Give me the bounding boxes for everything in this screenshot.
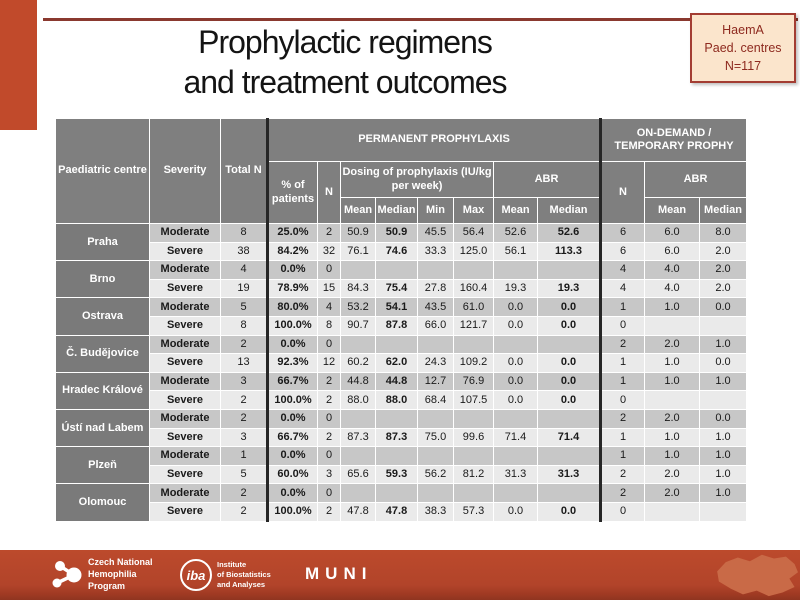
iba-logo: [180, 559, 271, 591]
dose-median-cell: 59.3: [376, 465, 418, 484]
od-n-cell: 2: [601, 335, 645, 354]
total-n-cell: 2: [221, 409, 268, 428]
dose-median-cell: 50.9: [376, 224, 418, 243]
abr-mean-cell: 0.0: [494, 502, 538, 521]
centre-cell: Ústí nad Labem: [56, 409, 150, 446]
abr-mean-cell: [494, 447, 538, 466]
od-mean-cell: 2.0: [645, 484, 700, 503]
total-n-cell: 5: [221, 298, 268, 317]
n-cell: 8: [318, 316, 341, 335]
dose-max-cell: 107.5: [454, 391, 494, 410]
table-row: [56, 224, 747, 243]
header-dose-mean: Mean: [341, 198, 376, 224]
dose-median-cell: [376, 484, 418, 503]
iba-label-line-1: Institute: [217, 560, 247, 570]
dose-min-cell: 43.5: [418, 298, 454, 317]
od-n-cell: 1: [601, 298, 645, 317]
dose-mean-cell: 88.0: [341, 391, 376, 410]
dose-max-cell: 109.2: [454, 354, 494, 373]
od-n-cell: 4: [601, 261, 645, 280]
table-row: [56, 447, 747, 466]
header-dose-max: Max: [454, 198, 494, 224]
header-total-n: Total N: [221, 119, 268, 224]
abr-median-cell: 0.0: [538, 354, 601, 373]
dose-min-cell: [418, 409, 454, 428]
pct-patients-cell: 66.7%: [268, 372, 318, 391]
centre-cell: Plzeň: [56, 447, 150, 484]
od-n-cell: 2: [601, 409, 645, 428]
severity-cell: Severe: [150, 316, 221, 335]
n-cell: 15: [318, 279, 341, 298]
table-row: [56, 409, 747, 428]
pct-patients-cell: 0.0%: [268, 484, 318, 503]
centre-cell: Hradec Králové: [56, 372, 150, 409]
dose-median-cell: [376, 409, 418, 428]
dose-max-cell: [454, 484, 494, 503]
dose-min-cell: [418, 484, 454, 503]
dose-mean-cell: 44.8: [341, 372, 376, 391]
header-dosing: Dosing of prophylaxis (IU/kg per week): [341, 162, 494, 198]
table-row: [56, 354, 747, 373]
od-mean-cell: 6.0: [645, 224, 700, 243]
iba-label: [217, 560, 271, 589]
table-row: [56, 279, 747, 298]
total-n-cell: 5: [221, 465, 268, 484]
abr-mean-cell: 0.0: [494, 391, 538, 410]
abr-mean-cell: [494, 409, 538, 428]
pct-patients-cell: 92.3%: [268, 354, 318, 373]
od-mean-cell: [645, 502, 700, 521]
dose-max-cell: [454, 409, 494, 428]
od-mean-cell: [645, 391, 700, 410]
od-median-cell: 1.0: [700, 484, 747, 503]
header-abr-mean: Mean: [494, 198, 538, 224]
cnhp-label-line-2: Hemophilia: [88, 569, 137, 580]
abr-mean-cell: [494, 484, 538, 503]
dose-median-cell: [376, 261, 418, 280]
od-n-cell: 1: [601, 428, 645, 447]
iba-circle-icon: iba: [180, 559, 212, 591]
od-mean-cell: 6.0: [645, 242, 700, 261]
od-mean-cell: 2.0: [645, 335, 700, 354]
iba-label-line-2: of Biostatistics: [217, 570, 271, 580]
dose-max-cell: 56.4: [454, 224, 494, 243]
severity-cell: Moderate: [150, 409, 221, 428]
total-n-cell: 2: [221, 335, 268, 354]
cnhp-label: [88, 557, 153, 592]
dose-mean-cell: 76.1: [341, 242, 376, 261]
pct-patients-cell: 66.7%: [268, 428, 318, 447]
dose-min-cell: [418, 261, 454, 280]
header-dose-min: Min: [418, 198, 454, 224]
centre-cell: Praha: [56, 224, 150, 261]
abr-median-cell: 31.3: [538, 465, 601, 484]
dose-mean-cell: 90.7: [341, 316, 376, 335]
od-n-cell: 2: [601, 465, 645, 484]
n-cell: 0: [318, 484, 341, 503]
muni-logo: MUNI: [305, 564, 373, 583]
od-median-cell: 8.0: [700, 224, 747, 243]
n-cell: 0: [318, 335, 341, 354]
abr-median-cell: [538, 335, 601, 354]
table-row: [56, 242, 747, 261]
pct-patients-cell: 0.0%: [268, 447, 318, 466]
dose-max-cell: 160.4: [454, 279, 494, 298]
table-row: [56, 298, 747, 317]
dose-mean-cell: [341, 484, 376, 503]
total-n-cell: 38: [221, 242, 268, 261]
od-mean-cell: 2.0: [645, 409, 700, 428]
pct-patients-cell: 0.0%: [268, 335, 318, 354]
abr-median-cell: 0.0: [538, 502, 601, 521]
pct-patients-cell: 0.0%: [268, 409, 318, 428]
od-n-cell: 1: [601, 354, 645, 373]
od-n-cell: 1: [601, 447, 645, 466]
dose-mean-cell: 84.3: [341, 279, 376, 298]
table-row: [56, 335, 747, 354]
severity-cell: Severe: [150, 354, 221, 373]
abr-median-cell: [538, 447, 601, 466]
total-n-cell: 3: [221, 372, 268, 391]
total-n-cell: 2: [221, 391, 268, 410]
pct-patients-cell: 78.9%: [268, 279, 318, 298]
abr-mean-cell: [494, 261, 538, 280]
od-median-cell: 2.0: [700, 242, 747, 261]
abr-median-cell: [538, 261, 601, 280]
abr-mean-cell: [494, 335, 538, 354]
dose-min-cell: [418, 335, 454, 354]
od-mean-cell: 1.0: [645, 354, 700, 373]
od-median-cell: 1.0: [700, 428, 747, 447]
dose-max-cell: [454, 447, 494, 466]
n-cell: 0: [318, 409, 341, 428]
od-median-cell: 1.0: [700, 372, 747, 391]
header-on-demand: ON-DEMAND / TEMPORARY PROPHY: [601, 119, 747, 162]
dose-mean-cell: [341, 335, 376, 354]
header-dose-median: Median: [376, 198, 418, 224]
dose-median-cell: [376, 335, 418, 354]
dose-min-cell: 75.0: [418, 428, 454, 447]
slide-title-line-1: Prophylactic regimens: [198, 24, 492, 60]
dose-mean-cell: 60.2: [341, 354, 376, 373]
severity-cell: Moderate: [150, 298, 221, 317]
od-mean-cell: [645, 316, 700, 335]
dose-median-cell: 54.1: [376, 298, 418, 317]
abr-mean-cell: 0.0: [494, 298, 538, 317]
abr-median-cell: 52.6: [538, 224, 601, 243]
severity-cell: Moderate: [150, 447, 221, 466]
slide-title: [70, 22, 620, 102]
centre-cell: Č. Budějovice: [56, 335, 150, 372]
abr-mean-cell: 19.3: [494, 279, 538, 298]
dose-max-cell: [454, 261, 494, 280]
badge-line-3: N=117: [724, 59, 762, 74]
header-od-mean: Mean: [645, 198, 700, 224]
severity-cell: Severe: [150, 391, 221, 410]
severity-cell: Moderate: [150, 224, 221, 243]
abr-median-cell: 0.0: [538, 372, 601, 391]
od-mean-cell: 1.0: [645, 447, 700, 466]
pct-patients-cell: 80.0%: [268, 298, 318, 317]
dose-min-cell: 33.3: [418, 242, 454, 261]
abr-median-cell: 71.4: [538, 428, 601, 447]
dose-min-cell: 27.8: [418, 279, 454, 298]
table-body: [56, 224, 747, 522]
abr-mean-cell: 56.1: [494, 242, 538, 261]
cnhp-logo: [52, 556, 153, 594]
pct-patients-cell: 0.0%: [268, 261, 318, 280]
header-od-abr: ABR: [645, 162, 747, 198]
dose-min-cell: 45.5: [418, 224, 454, 243]
table-row: [56, 428, 747, 447]
abr-mean-cell: 52.6: [494, 224, 538, 243]
dose-mean-cell: 50.9: [341, 224, 376, 243]
results-table: [55, 118, 747, 522]
od-median-cell: 1.0: [700, 335, 747, 354]
total-n-cell: 2: [221, 484, 268, 503]
cnhp-label-line-3: Program: [88, 580, 126, 591]
od-n-cell: 6: [601, 242, 645, 261]
od-mean-cell: 2.0: [645, 465, 700, 484]
od-mean-cell: 1.0: [645, 298, 700, 317]
od-median-cell: [700, 391, 747, 410]
pct-patients-cell: 100.0%: [268, 391, 318, 410]
od-median-cell: 2.0: [700, 261, 747, 280]
dose-min-cell: [418, 447, 454, 466]
dose-median-cell: 74.6: [376, 242, 418, 261]
od-mean-cell: 4.0: [645, 261, 700, 280]
dose-median-cell: 47.8: [376, 502, 418, 521]
n-cell: 12: [318, 354, 341, 373]
dose-median-cell: 88.0: [376, 391, 418, 410]
severity-cell: Severe: [150, 242, 221, 261]
total-n-cell: 19: [221, 279, 268, 298]
table-row: [56, 316, 747, 335]
od-n-cell: 6: [601, 224, 645, 243]
n-cell: 2: [318, 224, 341, 243]
table-row: [56, 502, 747, 521]
dose-mean-cell: [341, 409, 376, 428]
n-cell: 4: [318, 298, 341, 317]
od-median-cell: 0.0: [700, 354, 747, 373]
od-median-cell: 2.0: [700, 279, 747, 298]
header-severity: Severity: [150, 119, 221, 224]
od-n-cell: 1: [601, 372, 645, 391]
header-n: N: [318, 162, 341, 224]
iba-label-line-3: and Analyses: [217, 579, 266, 589]
dose-min-cell: 66.0: [418, 316, 454, 335]
abr-mean-cell: 31.3: [494, 465, 538, 484]
abr-median-cell: 0.0: [538, 298, 601, 317]
header-od-median: Median: [700, 198, 747, 224]
n-cell: 2: [318, 428, 341, 447]
od-mean-cell: 1.0: [645, 372, 700, 391]
dose-median-cell: 87.8: [376, 316, 418, 335]
table-header: [56, 119, 747, 224]
dose-mean-cell: 65.6: [341, 465, 376, 484]
centre-cell: Brno: [56, 261, 150, 298]
centre-cell: Ostrava: [56, 298, 150, 335]
abr-mean-cell: 0.0: [494, 354, 538, 373]
title-rule: [43, 18, 798, 21]
total-n-cell: 8: [221, 316, 268, 335]
n-cell: 2: [318, 391, 341, 410]
table-row: [56, 465, 747, 484]
table-row: [56, 484, 747, 503]
dose-max-cell: 57.3: [454, 502, 494, 521]
dose-max-cell: 61.0: [454, 298, 494, 317]
dose-mean-cell: 87.3: [341, 428, 376, 447]
total-n-cell: 1: [221, 447, 268, 466]
n-cell: 2: [318, 502, 341, 521]
pct-patients-cell: 60.0%: [268, 465, 318, 484]
n-cell: 3: [318, 465, 341, 484]
slide-title-line-2: and treatment outcomes: [183, 64, 507, 100]
table-row: [56, 372, 747, 391]
od-n-cell: 0: [601, 391, 645, 410]
cnhp-label-line-1: Czech National: [88, 557, 153, 568]
od-n-cell: 2: [601, 484, 645, 503]
total-n-cell: 8: [221, 224, 268, 243]
header-pct-of-patients: % of patients: [268, 162, 318, 224]
pct-patients-cell: 100.0%: [268, 502, 318, 521]
severity-cell: Severe: [150, 502, 221, 521]
severity-cell: Severe: [150, 428, 221, 447]
abr-median-cell: 0.0: [538, 316, 601, 335]
pct-patients-cell: 84.2%: [268, 242, 318, 261]
haema-badge: [690, 13, 796, 83]
header-paediatric-centre: Paediatric centre: [56, 119, 150, 224]
severity-cell: Moderate: [150, 261, 221, 280]
od-median-cell: 0.0: [700, 409, 747, 428]
severity-cell: Moderate: [150, 484, 221, 503]
dose-mean-cell: 53.2: [341, 298, 376, 317]
od-median-cell: 0.0: [700, 298, 747, 317]
total-n-cell: 4: [221, 261, 268, 280]
dose-median-cell: 44.8: [376, 372, 418, 391]
severity-cell: Severe: [150, 279, 221, 298]
table-row: [56, 391, 747, 410]
n-cell: 0: [318, 447, 341, 466]
dose-mean-cell: [341, 447, 376, 466]
dose-min-cell: 38.3: [418, 502, 454, 521]
dose-mean-cell: [341, 261, 376, 280]
header-od-n: N: [601, 162, 645, 224]
table-row: [56, 261, 747, 280]
dose-max-cell: [454, 335, 494, 354]
dose-max-cell: 121.7: [454, 316, 494, 335]
abr-median-cell: 0.0: [538, 391, 601, 410]
n-cell: 32: [318, 242, 341, 261]
od-n-cell: 0: [601, 316, 645, 335]
dose-median-cell: [376, 447, 418, 466]
od-n-cell: 4: [601, 279, 645, 298]
molecule-icon: [52, 556, 84, 594]
dose-max-cell: 76.9: [454, 372, 494, 391]
od-n-cell: 0: [601, 502, 645, 521]
dose-min-cell: 12.7: [418, 372, 454, 391]
severity-cell: Moderate: [150, 372, 221, 391]
n-cell: 0: [318, 261, 341, 280]
accent-bar: [0, 0, 37, 130]
badge-line-1: HaemA: [722, 22, 764, 37]
abr-median-cell: [538, 484, 601, 503]
od-mean-cell: 1.0: [645, 428, 700, 447]
od-median-cell: [700, 316, 747, 335]
severity-cell: Moderate: [150, 335, 221, 354]
severity-cell: Severe: [150, 465, 221, 484]
od-mean-cell: 4.0: [645, 279, 700, 298]
pct-patients-cell: 100.0%: [268, 316, 318, 335]
dose-max-cell: 99.6: [454, 428, 494, 447]
dose-mean-cell: 47.8: [341, 502, 376, 521]
dose-min-cell: 56.2: [418, 465, 454, 484]
badge-line-2: Paed. centres: [704, 40, 782, 55]
dose-max-cell: 81.2: [454, 465, 494, 484]
abr-mean-cell: 71.4: [494, 428, 538, 447]
centre-cell: Olomouc: [56, 484, 150, 521]
dose-median-cell: 87.3: [376, 428, 418, 447]
header-abr-median: Median: [538, 198, 601, 224]
abr-mean-cell: 0.0: [494, 316, 538, 335]
dose-min-cell: 68.4: [418, 391, 454, 410]
abr-mean-cell: 0.0: [494, 372, 538, 391]
dose-min-cell: 24.3: [418, 354, 454, 373]
abr-median-cell: 113.3: [538, 242, 601, 261]
od-median-cell: 1.0: [700, 465, 747, 484]
dose-median-cell: 62.0: [376, 354, 418, 373]
total-n-cell: 2: [221, 502, 268, 521]
dose-max-cell: 125.0: [454, 242, 494, 261]
abr-median-cell: 19.3: [538, 279, 601, 298]
total-n-cell: 3: [221, 428, 268, 447]
pct-patients-cell: 25.0%: [268, 224, 318, 243]
header-abr: ABR: [494, 162, 601, 198]
total-n-cell: 13: [221, 354, 268, 373]
abr-median-cell: [538, 409, 601, 428]
od-median-cell: [700, 502, 747, 521]
od-median-cell: 1.0: [700, 447, 747, 466]
n-cell: 2: [318, 372, 341, 391]
dose-median-cell: 75.4: [376, 279, 418, 298]
header-permanent-prophylaxis: PERMANENT PROPHYLAXIS: [268, 119, 601, 162]
